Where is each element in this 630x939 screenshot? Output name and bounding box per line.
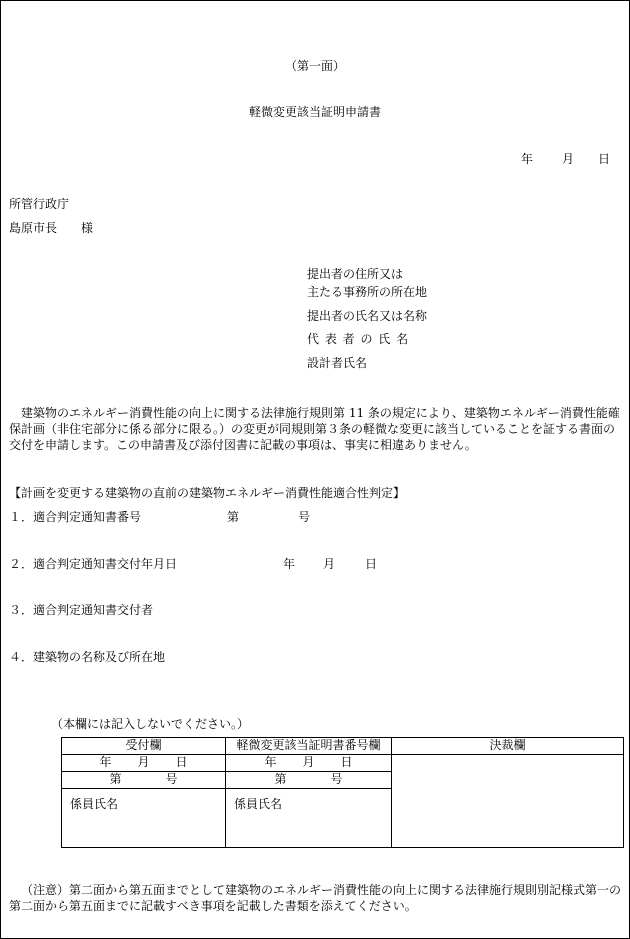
reception-date-cell: 年 月 日 (62, 755, 226, 772)
reception-staff-label: 係員氏名 (70, 797, 119, 811)
item2-label: ２．適合判定通知書交付年月日 (9, 557, 178, 571)
form-title: 軽微変更該当証明申請書 (248, 105, 381, 119)
item3-label: ３．適合判定通知書交付者 (9, 603, 154, 617)
item1-dai: 第 (227, 510, 240, 524)
section-heading: 【計画を変更する建築物の直前の建築物エネルギー消費性能適合性判定】 (9, 486, 406, 500)
designer-name-label: 設計者氏名 (307, 356, 368, 370)
item1-label: １．適合判定通知書番号 (9, 510, 142, 524)
approval-cell (392, 755, 624, 848)
date-year: 年 (521, 152, 534, 166)
cert-number-header: 軽微変更該当証明書番号欄 (226, 738, 392, 755)
application-statement: 建築物のエネルギー消費性能の向上に関する法律施行規則第 11 条の規定により、建築物エネルギー消費性能確保計画（非住宅部分に係る部分に限る。）の変更が同規則第３条の軽微な変更に該当していることを証する書面の交付を申請します。この申請書及び添付図書に記載の事項は、事実に相違ありません。 (9, 406, 620, 452)
item2-month: 月 (323, 557, 336, 571)
reception-staff-cell (62, 789, 226, 848)
item1-go: 号 (298, 510, 311, 524)
applicant-address-label-2: 主たる事務所の所在地 (307, 285, 428, 299)
representative-name-label: 代 表 者 の 氏 名 (307, 332, 410, 346)
approval-header: 決裁欄 (392, 738, 624, 755)
cert-staff-label: 係員氏名 (234, 797, 283, 811)
date-month: 月 (562, 152, 575, 166)
applicant-address-label-1: 提出者の住所又は (307, 267, 404, 281)
cert-staff-cell (226, 789, 392, 848)
page-face-label: （第一面） (284, 59, 345, 73)
reception-number-cell: 第 号 (62, 772, 226, 789)
date-day: 日 (598, 152, 611, 166)
cert-number-cell: 第 号 (226, 772, 392, 789)
addressee-office: 所管行政庁 (9, 197, 70, 211)
item2-day: 日 (365, 557, 378, 571)
addressee-name: 島原市長 様 (9, 221, 94, 235)
office-use-table (61, 737, 624, 848)
office-use-note: （本欄には記入しないでください。） (51, 717, 250, 731)
footer-note: （注意）第二面から第五面までとして建築物のエネルギー消費性能の向上に関する法律施行規則別記様式第一の第二面から第五面までに記載すべき事項を記載した書類を添えてください。 (9, 883, 622, 913)
reception-header: 受付欄 (62, 738, 226, 755)
cert-date-cell: 年 月 日 (226, 755, 392, 772)
applicant-name-label: 提出者の氏名又は名称 (307, 309, 428, 323)
item2-year: 年 (283, 557, 296, 571)
item4-label: ４．建築物の名称及び所在地 (9, 650, 166, 664)
